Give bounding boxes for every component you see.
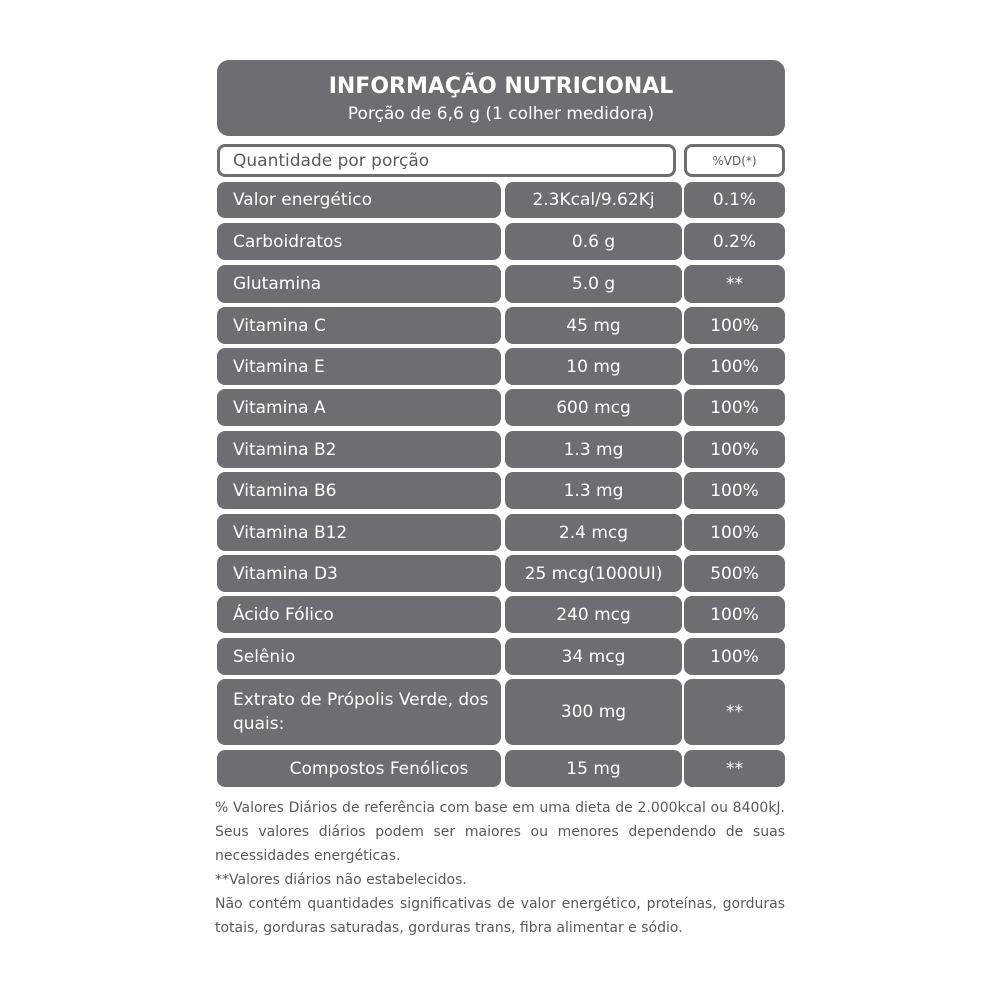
table-row	[217, 638, 785, 675]
nutrient-vd: 100%	[684, 348, 785, 385]
footnotes	[215, 796, 785, 940]
nutrient-vd: 100%	[684, 514, 785, 551]
nutrient-amount: 25 mcg(1000UI)	[505, 555, 682, 592]
nutrient-amount: 34 mcg	[505, 638, 682, 675]
nutrient-vd: 100%	[684, 307, 785, 344]
nutrient-vd: 100%	[684, 389, 785, 426]
nutrient-name: Extrato de Própolis Verde, dos quais:	[217, 679, 501, 745]
nutrient-amount: 300 mg	[505, 679, 682, 745]
nutrient-name: Vitamina E	[217, 348, 501, 385]
nutrient-amount: 10 mg	[505, 348, 682, 385]
table-row	[217, 555, 785, 592]
table-row	[217, 389, 785, 426]
not-established-note: **Valores diários não estabelecidos.	[215, 872, 467, 888]
table-row	[217, 348, 785, 385]
nutrient-vd: 100%	[684, 431, 785, 468]
nutrient-amount: 600 mcg	[505, 389, 682, 426]
table-header-row	[217, 144, 785, 177]
nutrient-vd: **	[684, 265, 785, 303]
nutrient-vd: 100%	[684, 472, 785, 509]
nutrient-amount: 15 mg	[505, 750, 682, 787]
vd-header: %VD(*)	[684, 144, 785, 177]
nutrient-name: Vitamina C	[217, 307, 501, 344]
table-row	[217, 750, 785, 787]
nutrient-vd: 0.1%	[684, 182, 785, 218]
nutrient-name: Glutamina	[217, 265, 501, 303]
nutrient-name: Compostos Fenólicos	[217, 750, 501, 787]
nutrient-amount: 1.3 mg	[505, 472, 682, 509]
table-row	[217, 182, 785, 218]
nutrient-name: Vitamina D3	[217, 555, 501, 592]
nutrition-header	[217, 60, 785, 136]
table-row	[217, 514, 785, 551]
portion-size: Porção de 6,6 g (1 colher medidora)	[347, 104, 655, 124]
nutrient-vd: 0.2%	[684, 223, 785, 260]
table-row	[217, 307, 785, 344]
nutrient-amount: 1.3 mg	[505, 431, 682, 468]
nutrient-name: Vitamina B12	[217, 514, 501, 551]
nutrient-amount: 45 mg	[505, 307, 682, 344]
nutrient-amount: 2.4 mcg	[505, 514, 682, 551]
nutrient-amount: 240 mcg	[505, 596, 682, 633]
table-row	[217, 679, 785, 745]
table-row	[217, 223, 785, 260]
nutrient-vd: **	[684, 750, 785, 787]
nutrient-amount: 0.6 g	[505, 223, 682, 260]
quantity-header: Quantidade por porção	[217, 144, 676, 177]
table-row	[217, 472, 785, 509]
nutrient-name: Vitamina B6	[217, 472, 501, 509]
nutrient-vd: 500%	[684, 555, 785, 592]
reference-note: % Valores Diários de referência com base em uma dieta de 2.000kcal ou 8400kJ. Seus valores diários podem ser maiores ou menores dependendo de suas necessidades energéticas.	[215, 800, 785, 864]
nutrient-name: Vitamina B2	[217, 431, 501, 468]
nutrient-vd: 100%	[684, 638, 785, 675]
nutrient-name: Valor energético	[217, 182, 501, 218]
table-row	[217, 431, 785, 468]
nutrient-amount: 5.0 g	[505, 265, 682, 303]
nutrient-vd: 100%	[684, 596, 785, 633]
nutrient-amount: 2.3Kcal/9.62Kj	[505, 182, 682, 218]
table-row	[217, 265, 785, 303]
table-row	[217, 596, 785, 633]
nutrient-name: Selênio	[217, 638, 501, 675]
nutrient-name: Vitamina A	[217, 389, 501, 426]
nutrient-name: Ácido Fólico	[217, 596, 501, 633]
nutrient-name: Carboidratos	[217, 223, 501, 260]
nutrition-facts-panel	[217, 60, 785, 779]
nutrient-vd: **	[684, 679, 785, 745]
nutrition-title: INFORMAÇÃO NUTRICIONAL	[328, 74, 674, 99]
not-significant-note: Não contém quantidades significativas de valor energético, proteínas, gorduras totais, gorduras saturadas, gorduras trans, fibra alimentar e sódio.	[215, 896, 785, 936]
